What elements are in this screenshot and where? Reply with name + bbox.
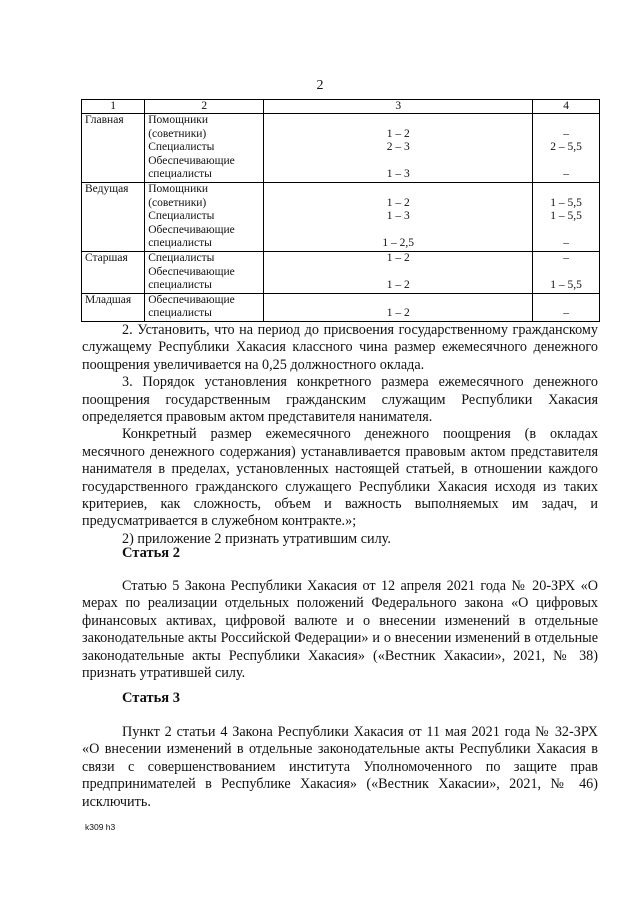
cell-line: 1 – 2,5 [382, 237, 414, 250]
header-col-4: 4 [533, 100, 600, 114]
header-col-1: 1 [82, 100, 145, 114]
table-header-row [82, 100, 600, 114]
category-cell: Старшая [82, 251, 145, 293]
cell-line [267, 155, 529, 169]
cell-line: Специалисты [148, 251, 215, 264]
cell-line: Помощники [148, 114, 208, 126]
table-row [82, 182, 600, 251]
cell-line: 1 – 5,5 [550, 210, 582, 223]
cell-line: 2 – 5,5 [550, 141, 582, 154]
cell-line [536, 294, 596, 308]
cell-line [536, 183, 596, 197]
cell-line: Обеспечивающие [148, 154, 235, 167]
cell-line: 1 – 2 [386, 307, 410, 320]
cell-line: специалисты [148, 168, 212, 181]
cell-line [536, 114, 596, 128]
cell-line: 1 – 3 [386, 210, 410, 223]
cell-line: специалисты [148, 279, 212, 292]
article-3-text: Пункт 2 статьи 4 Закона Республики Хакасия от 11 мая 2021 года № 32-ЗРХ «О внесении изменений в отдельные законодательные акты Республики Хакасия в связи с совершенствованием института Уполномоченного по защите прав предпринимателей в Республике Хакасия» («Вестник Хакасии», 2021, № 46) исключить. [82, 724, 598, 810]
header-col-3: 3 [264, 100, 533, 114]
cell-line: (советники) [148, 127, 207, 140]
cell-line [536, 266, 596, 280]
range-cell [264, 251, 533, 293]
cell-line [267, 114, 529, 128]
table-row [82, 251, 600, 293]
paragraph-5: 2) приложение 2 признать утратившим силу. [122, 530, 391, 547]
range-cell [264, 293, 533, 321]
article-3-heading: Статья 3 [122, 690, 180, 706]
cell-line: 1 – 2 [386, 196, 410, 209]
article-3-body [82, 724, 598, 811]
cell-line: специалисты [148, 307, 212, 320]
article-2-text: Статью 5 Закона Республики Хакасия от 12 апреля 2021 года № 20-ЗРХ «О мерах по реализации отдельных положений Федерального закона «О цифровых финансовых активах, цифровой валюте и о внесении изменений в отдельные законодательные акты Российской Федерации» и о внесении изменений в отдельные законодательные акты Республики Хакасия» («Вестник Хакасии», 2021, № 38) признать утратившей силу. [82, 578, 598, 682]
cell-line [536, 224, 596, 238]
cell-line: 1 – 2 [386, 279, 410, 292]
table-row [82, 114, 600, 183]
cell-line: Обеспечивающие [148, 265, 235, 278]
cell-line: 1 – 5,5 [550, 279, 582, 292]
range-cell [533, 293, 600, 321]
range-cell [264, 182, 533, 251]
cell-line: Обеспечивающие [148, 223, 235, 236]
cell-line: – [563, 237, 569, 250]
cell-line: – [563, 168, 569, 181]
cell-line [267, 294, 529, 308]
paragraph-4: Конкретный размер ежемесячного денежного поощрения (в окладах месячного денежного содержания) устанавливается правовым актом представителя нанимателя в пределах, установленных настоящей статьей, в отношении каждого государственного гражданского служащего Республики Хакасия исходя из таких критериев, как сложность, объем и важность выполняемых им задач, и предусматривается в служебном контракте.»; [82, 426, 598, 530]
cell-line: 1 – 2 [386, 127, 410, 140]
cell-line: – [563, 251, 569, 264]
table-row [82, 293, 600, 321]
paragraph-2: 2. Установить, что на период до присвоения государственному гражданскому служащему Республики Хакасия классного чина размер ежемесячного денежного поощрения увеличивается на 0,25 должностного оклада. [82, 322, 598, 373]
range-cell [533, 251, 600, 293]
cell-line: – [563, 127, 569, 140]
category-cell: Главная [82, 114, 145, 183]
cell-line [267, 266, 529, 280]
cell-line: 1 – 2 [386, 251, 410, 264]
cell-line [267, 224, 529, 238]
cell-line [536, 155, 596, 169]
position-cell [145, 251, 264, 293]
article-2-heading: Статья 2 [122, 545, 180, 561]
cell-line: Специалисты [148, 210, 215, 223]
cell-line: – [563, 307, 569, 320]
paragraph-3: 3. Порядок установления конкретного размера ежемесячного денежного поощрения государственным гражданским служащим Республики Хакасия определяется правовым актом представителя нанимателя. [82, 374, 598, 426]
cell-line [267, 183, 529, 197]
cell-line: 2 – 3 [386, 141, 410, 154]
footer-code: k309 h3 [85, 822, 116, 832]
header-col-2: 2 [145, 100, 264, 114]
article-2-body [82, 578, 598, 682]
position-cell [145, 182, 264, 251]
cell-line: 1 – 5,5 [550, 196, 582, 209]
range-cell [264, 114, 533, 183]
cell-line: специалисты [148, 237, 212, 250]
section-1-continuation [82, 322, 598, 548]
cell-line: (советники) [148, 196, 207, 209]
cell-line: 1 – 3 [386, 168, 410, 181]
cell-line: Помощники [148, 182, 208, 195]
cell-line: Обеспечивающие [148, 293, 235, 306]
position-cell [145, 114, 264, 183]
grade-bonus-table [81, 99, 600, 322]
range-cell [533, 114, 600, 183]
position-cell [145, 293, 264, 321]
category-cell: Младшая [82, 293, 145, 321]
category-cell: Ведущая [82, 182, 145, 251]
range-cell [533, 182, 600, 251]
page-number: 2 [316, 78, 324, 93]
cell-line: Специалисты [148, 141, 215, 154]
